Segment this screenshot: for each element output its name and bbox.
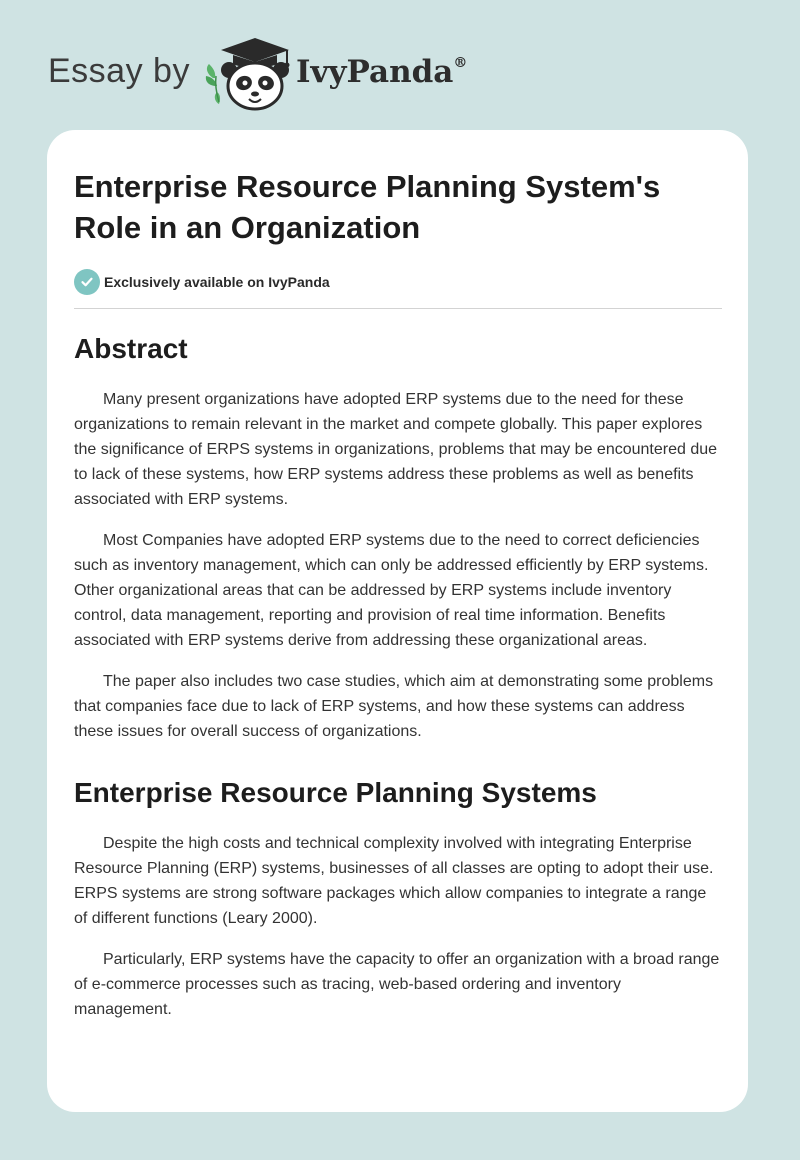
essay-by-label: Essay by — [48, 52, 190, 90]
site-header — [48, 34, 568, 114]
essay-content — [74, 166, 722, 1022]
paragraph: Most Companies have adopted ERP systems due to the need to correct deficiencies such as inventory management, which can only be addressed efficiently by ERP systems. Other organizational areas that can be addressed by ERP systems include inventory control, data management, reporting and provision of real time information. Benefits associated with ERP systems derive from addressing these organizational areas. — [74, 532, 709, 649]
brand-name: IvyPanda® — [296, 54, 468, 90]
check-circle-icon — [74, 269, 100, 295]
exclusive-label: Exclusively available on IvyPanda — [104, 274, 330, 290]
exclusive-badge — [74, 268, 722, 296]
ivy-leaf-icon — [206, 64, 220, 104]
paragraph: Particularly, ERP systems have the capacity to offer an organization with a broad range of e-commerce processes such as tracing, web-based ordering and inventory management. — [74, 951, 720, 1018]
divider — [74, 308, 722, 309]
paragraph: Despite the high costs and technical complexity involved with integrating Enterprise Resource Planning (ERP) systems, businesses of all classes are opting to adopt their use. ERPS systems are strong software packages which allow companies to integrate a range of different functions (Leary 2000). — [74, 835, 714, 927]
section-heading-abstract: Abstract — [74, 333, 188, 364]
essay-card — [47, 130, 748, 1112]
registered-mark: ® — [453, 54, 468, 71]
section-heading-erp-systems: Enterprise Resource Planning Systems — [74, 777, 597, 808]
essay-title: Enterprise Resource Planning System's Role in an Organization — [74, 169, 661, 245]
paragraph: Many present organizations have adopted ERP systems due to the need for these organizations to remain relevant in the market and compete globally. This paper explores the significance of ERPS systems in organizations, problems that may be encountered due to lack of these systems, how ERP systems address these problems as well as benefits associated with ERP systems. — [74, 391, 718, 508]
panda-logo-icon — [203, 34, 293, 112]
paragraph: The paper also includes two case studies, which aim at demonstrating some problems that companies face due to lack of ERP systems, and how these systems can address these issues for overall success of organizations. — [74, 673, 714, 740]
